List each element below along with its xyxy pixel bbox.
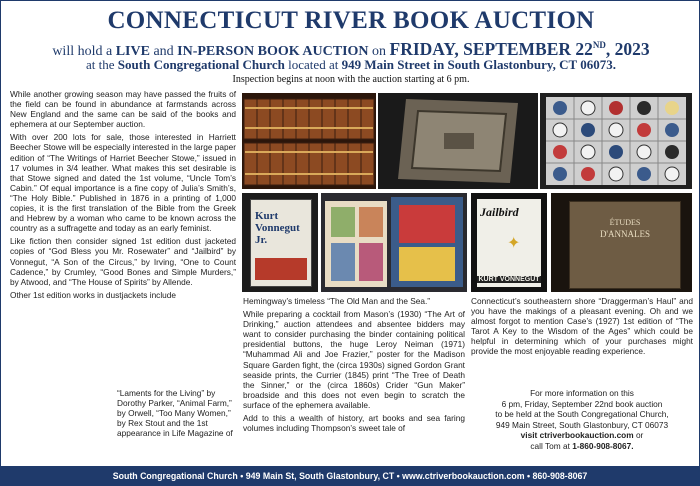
- date-suffix: ND: [592, 40, 606, 51]
- paragraph: While preparing a cocktail from Mason’s (1930) “The Art of Drinking,” auction attendees and absentee bidders may want to consider purchasing the binder containing political presidential buttons, the huge Leroy Neiman (1971) “Muhammad Ali and Joe Frazier,” poster for the Madison Square Garden fight, the (circa 1930s) signed Gordon Grant seaside prints, the Currier (1845) print “The Tree of Death the Sinner,” or the (circa 1860s) Crider “Gun Maker” broadside and this does not even begin to scratch the surface of the ephemera available.: [243, 309, 465, 410]
- info-text: call Tom at: [530, 440, 573, 451]
- info-block: [471, 388, 693, 451]
- live-label: LIVE: [115, 44, 150, 59]
- paragraph: With over 200 lots for sale, those interested in Harriett Beecher Stowe will be especially interested in the large paper edition of “The Writings of Harriet Beecher Stowe,” issued in 17 volumes in 3/4 leather. What makes this set desirable is that Stowe signed and dated the 1st volume, “Uncle Tom’s Cabin.” Of equal importance is a fine copy of Julia’s Smith’s, “The Holy Bible.” Published in 1876 in a printing of 1,000 copies, it is the first translation of the Bible from the Greek and Hebrew by a woman who came to be known across the country as a suffragette and today as an early feminist.: [10, 132, 236, 234]
- website-link[interactable]: visit ctriverbookauction.com: [520, 430, 634, 440]
- binder-image: [321, 193, 467, 292]
- inspection-note: Inspection begins at noon with the auction starting at 6 pm.: [232, 74, 470, 85]
- photo-holy-bible: [378, 93, 538, 189]
- sub-text: at the: [86, 57, 115, 72]
- photo-tarot-book: [551, 193, 692, 292]
- photo-binder-prints: [321, 193, 467, 292]
- sub-text: on: [372, 44, 387, 59]
- paragraph: Hemingway’s timeless “The Old Man and the Sea.”: [243, 296, 431, 306]
- phone-link[interactable]: 1-860-908-8067.: [572, 440, 634, 451]
- paragraph: Add to this a wealth of history, art books and sea faring volumes including Thompson’s sweet tale of: [243, 413, 465, 434]
- book-cover: [569, 201, 681, 289]
- column-1-wrap: [117, 388, 235, 441]
- photo-jailbird-book: [471, 193, 547, 292]
- church-name: South Congregational Church: [117, 57, 285, 72]
- paragraph: Other 1st edition works in dustjackets include: [10, 289, 177, 300]
- sub-text: and: [153, 44, 174, 59]
- paragraph: Like fiction then consider signed 1st edition dust jacketed copies of “God Bless you Mr. Rosewater” and “Jailbird” by Vonnegut, “A Son of the Circus,” by Irving, “One to Count Cadence,” by Crumley, “Good Bones and Simple Murders,” by Atwood, and “The House of Spirits” by Allende.: [10, 236, 236, 287]
- info-line: to be held at the South Congregational Church,: [495, 409, 669, 419]
- info-line: 6 pm, Friday, September 22nd book auction: [501, 398, 663, 409]
- subheadline-location: [1, 57, 700, 73]
- column-3: [471, 296, 693, 360]
- in-person-label: IN-PERSON BOOK AUCTION: [177, 44, 369, 59]
- column-2: [243, 296, 465, 436]
- book-author: Kurt Vonnegut Jr.: [255, 210, 300, 246]
- photo-vonnegut-book: [242, 193, 318, 292]
- leather-books-image: [242, 93, 376, 189]
- headline: CONNECTICUT RIVER BOOK AUCTION: [107, 7, 595, 34]
- auction-year: , 2023: [605, 39, 650, 59]
- book-author: KURT VONNEGUT: [478, 276, 540, 283]
- paragraph: “Laments for the Living” by Dorothy Parker, “Animal Farm,” by Orwell, “Too Many Women,” by Rex Stout and the 1st appearance in Life Magazine of: [117, 388, 233, 439]
- info-line: 949 Main Street, South Glastonbury, CT 06073: [495, 419, 669, 430]
- paragraph: While another growing season may have passed the fruits of the field can be found in abundance at farmstands across New England and the same can be said of the books and ephemera at our September auction.: [10, 89, 236, 130]
- footer-bar: South Congregational Church • 949 Main St, South Glastonbury, CT • www.ctriverbookauction.com • 860-908-8067: [1, 466, 699, 486]
- paragraph: Connecticut’s southeastern shore “Draggerman’s Haul” and you have the makings of a pleasant evening. Oh and we almost forgot to mention Case’s (1927) 1st edition of “The Tarot A Key to the Wisdom of the Ages” which could be helpful in determining which of your purchases might provide the most enjoyable reading experience.: [471, 296, 693, 357]
- book-cover: [250, 199, 312, 287]
- book-title: Jailbird: [480, 205, 519, 219]
- auction-date: FRIDAY, SEPTEMBER 22: [389, 39, 593, 59]
- cover-band: [255, 258, 307, 280]
- photo-political-buttons: [540, 93, 692, 189]
- sub-text: will hold a: [52, 44, 113, 59]
- bird-icon: ✦: [507, 235, 521, 252]
- info-line: For more information on this: [530, 388, 634, 398]
- sub-text: located at: [288, 57, 339, 72]
- buttons-image: [540, 93, 692, 189]
- book-title-line1: ÉTUDES: [609, 218, 641, 227]
- info-text: or: [633, 430, 644, 440]
- church-address: 949 Main Street in South Glastonbury, CT 06073.: [341, 57, 616, 72]
- book-cover: [477, 199, 541, 287]
- bible-image: [378, 93, 538, 189]
- photo-leather-book-set: [242, 93, 376, 189]
- book-title-line2: D'ANNALES: [599, 229, 651, 239]
- column-1: [10, 89, 236, 303]
